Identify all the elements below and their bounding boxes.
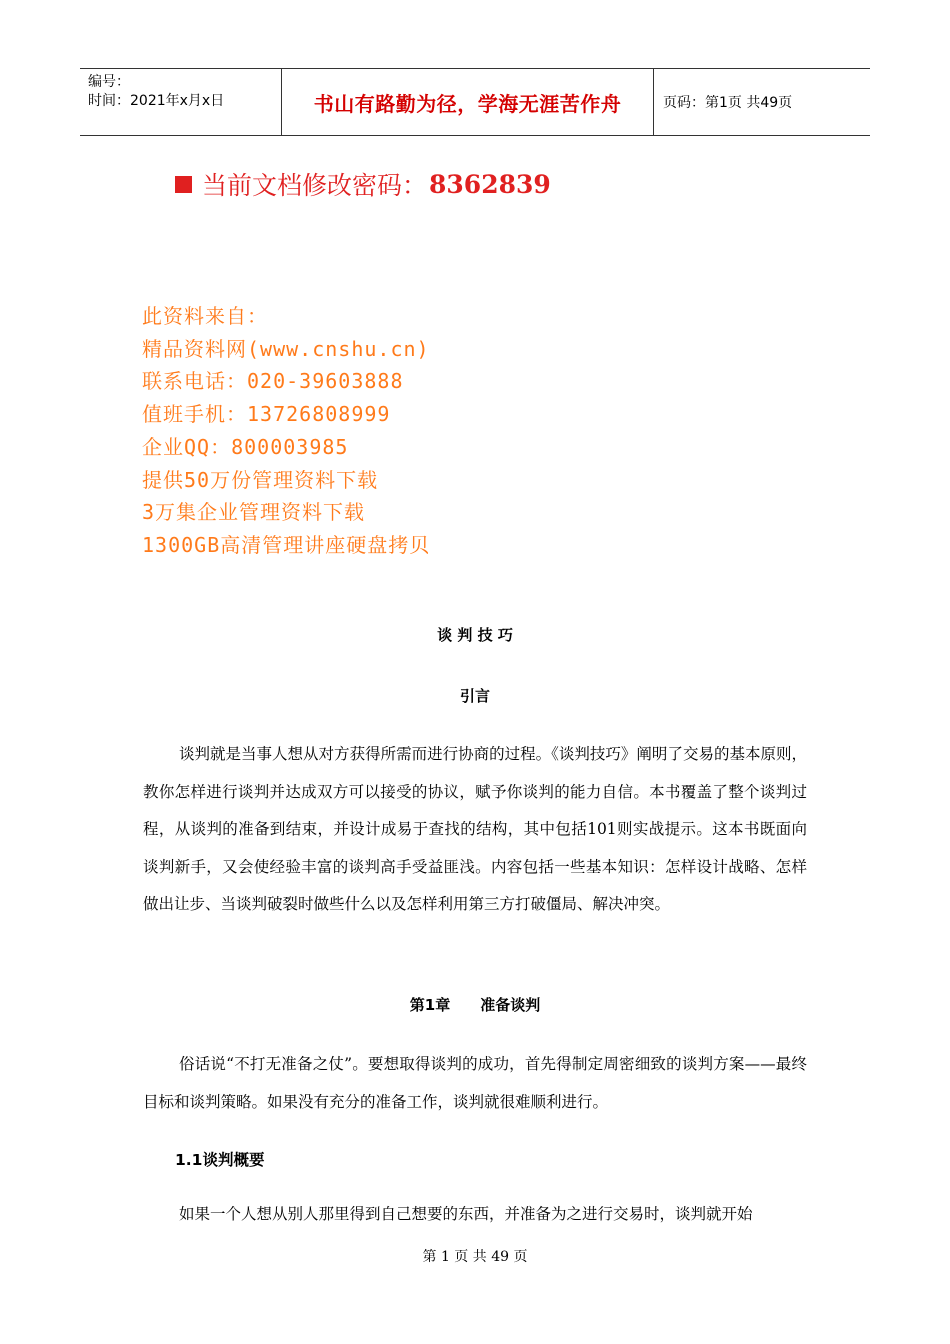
chapter-heading: 第1章 准备谈判 bbox=[409, 996, 541, 1014]
source-line: 此资料来自： bbox=[142, 304, 268, 328]
date-label: 时间：2021年x月x日 bbox=[88, 93, 225, 109]
document-header bbox=[80, 68, 870, 136]
intro-paragraph: 谈判就是当事人想从对方获得所需而进行协商的过程。《谈判技巧》阐明了交易的基本原则，教你怎样进行谈判并达成双方可以接受的协议，赋予你谈判的能力自信。本书覆盖了整个谈判过程，从谈判的准备到结束，并设计成易于查找的结构，其中包括101则实战提示。这本书既面向谈判新手，又会使经验丰富的谈判高手受益匪浅。内容包括一些基本知识：怎样设计战略、怎样做出让步、当谈判破裂时做些什么以及怎样利用第三方打破僵局、解决冲突。 bbox=[143, 745, 807, 913]
serial-number-label: 编号： bbox=[88, 74, 130, 90]
password-notice bbox=[175, 166, 551, 202]
intro-heading: 引言 bbox=[459, 687, 490, 705]
section-heading: 1.1谈判概要 bbox=[175, 1151, 265, 1169]
document-title: 谈 判 技 巧 bbox=[437, 626, 513, 644]
header-page-info: 页码：第1页 共49页 bbox=[663, 95, 793, 111]
source-line: 精品资料网(www.cnshu.cn) bbox=[142, 336, 430, 361]
source-line: 提供50万份管理资料下载 bbox=[142, 467, 379, 492]
header-motto: 书山有路勤为径，学海无涯苦作舟 bbox=[282, 69, 654, 135]
password-code: 8362839 bbox=[429, 169, 551, 199]
page-footer: 第 1 页 共 49 页 bbox=[422, 1249, 528, 1265]
source-line: 企业QQ：800003985 bbox=[142, 434, 349, 459]
source-line: 1300GB高清管理讲座硬盘拷贝 bbox=[142, 532, 431, 557]
section-paragraph: 如果一个人想从别人那里得到自己想要的东西，并准备为之进行交易时，谈判就开始 bbox=[179, 1205, 753, 1223]
header-meta bbox=[80, 69, 282, 135]
source-info-block bbox=[142, 300, 430, 562]
chapter-paragraph: 俗话说“不打无准备之仗”。要想取得谈判的成功，首先得制定周密细致的谈判方案——最终目标和谈判策略。如果没有充分的准备工作，谈判就很难顺利进行。 bbox=[143, 1055, 807, 1111]
square-bullet-icon bbox=[175, 176, 192, 193]
source-line: 值班手机：13726808999 bbox=[142, 402, 391, 427]
password-label: 当前文档修改密码： bbox=[202, 171, 428, 200]
source-line: 3万集企业管理资料下载 bbox=[142, 500, 366, 525]
source-line: 联系电话：020-39603888 bbox=[142, 369, 404, 394]
